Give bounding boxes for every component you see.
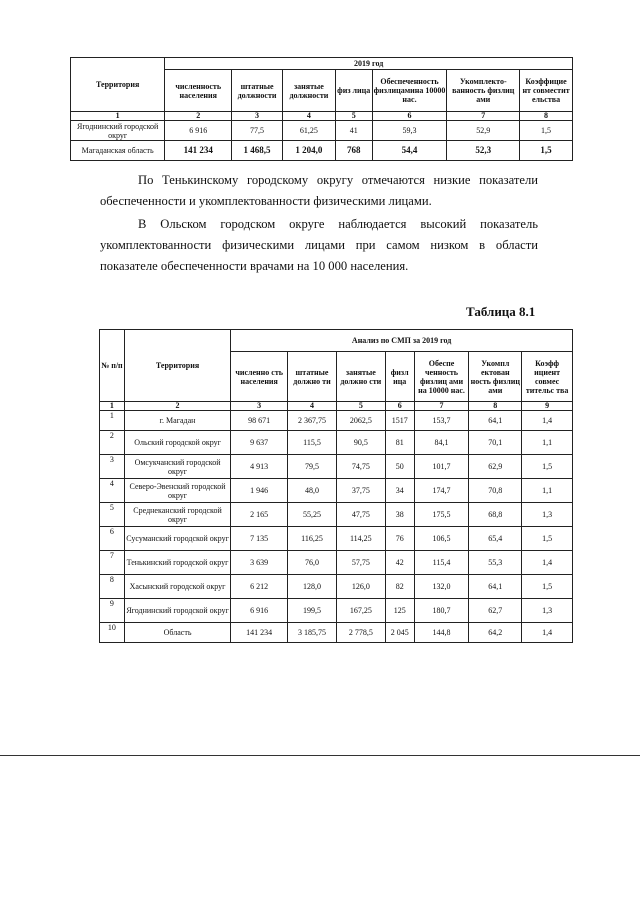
value-cell: 1,5 [520,141,573,161]
value-cell: 167,25 [336,599,385,623]
column-index: 2 [124,402,230,411]
row-number: 7 [100,551,125,575]
value-cell: 84,1 [414,431,469,455]
value-cell: 1,4 [522,623,573,643]
value-cell: 1,3 [522,599,573,623]
table-row [100,599,573,623]
table-row [100,623,573,643]
value-cell: 141 234 [165,141,232,161]
territory-cell: Тенькинский городской округ [124,551,230,575]
column-header: Укомпл ектован ность физлиц ами [469,352,522,402]
value-cell: 1 946 [231,479,288,503]
value-cell: 38 [385,503,414,527]
territory-cell: Магаданская область [71,141,165,161]
value-cell: 1,1 [522,479,573,503]
territory-cell: Среднеканский городской округ [124,503,230,527]
value-cell: 115,4 [414,551,469,575]
value-cell: 70,8 [469,479,522,503]
value-cell: 1,5 [522,455,573,479]
value-cell: 70,1 [469,431,522,455]
column-header: численно сть населения [231,352,288,402]
territory-cell: Ягоднинский городской округ [124,599,230,623]
column-header: Укомплекто-ванность физлиц ами [447,70,520,112]
value-cell: 77,5 [232,121,283,141]
row-number: 4 [100,479,125,503]
value-cell: 144,8 [414,623,469,643]
value-cell: 7 135 [231,527,288,551]
row-number: 1 [100,411,125,431]
column-index: 7 [447,112,520,121]
value-cell: 1 468,5 [232,141,283,161]
value-cell: 180,7 [414,599,469,623]
value-cell: 64,1 [469,575,522,599]
paragraph-tenkinsky: По Тенькинскому городскому округу отмечаются низкие показатели обеспеченности и укомплектованности физическими лицами. [100,173,538,208]
table-row [71,121,573,141]
value-cell: 52,3 [447,141,520,161]
column-header: занятые должно сти [336,352,385,402]
row-number: 9 [100,599,125,623]
value-cell: 64,2 [469,623,522,643]
column-header: Обеспе ченность физлиц ами на 10000 нас. [414,352,469,402]
column-header: Коэфф ициент совмес тительс тва [522,352,573,402]
value-cell: 4 913 [231,455,288,479]
value-cell: 125 [385,599,414,623]
column-index: 6 [385,402,414,411]
value-cell: 116,25 [288,527,337,551]
value-cell: 90,5 [336,431,385,455]
value-cell: 101,7 [414,455,469,479]
value-cell: 141 234 [231,623,288,643]
column-header: физл ица [385,352,414,402]
value-cell: 62,7 [469,599,522,623]
value-cell: 2062,5 [336,411,385,431]
col-num-header: № п/п [100,330,125,402]
column-index: 5 [336,402,385,411]
column-index: 2 [165,112,232,121]
value-cell: 1,4 [522,411,573,431]
value-cell: 2 045 [385,623,414,643]
page-divider [0,755,640,756]
value-cell: 114,25 [336,527,385,551]
column-index: 8 [520,112,573,121]
table-row [100,411,573,431]
smp-analysis-table [99,329,573,643]
value-cell: 79,5 [288,455,337,479]
value-cell: 34 [385,479,414,503]
value-cell: 174,7 [414,479,469,503]
value-cell: 768 [335,141,372,161]
row-number: 10 [100,623,125,643]
value-cell: 6 916 [231,599,288,623]
column-header: штатные должности [232,70,283,112]
summary-table [70,57,573,161]
value-cell: 128,0 [288,575,337,599]
value-cell: 1,3 [522,503,573,527]
value-cell: 61,25 [282,121,335,141]
year-header: 2019 год [165,58,573,70]
value-cell: 9 637 [231,431,288,455]
value-cell: 126,0 [336,575,385,599]
value-cell: 68,8 [469,503,522,527]
territory-cell: Сусуманский городской округ [124,527,230,551]
territory-cell: Ольский городской округ [124,431,230,455]
value-cell: 3 639 [231,551,288,575]
value-cell: 65,4 [469,527,522,551]
value-cell: 106,5 [414,527,469,551]
column-index: 4 [288,402,337,411]
col-territory-header: Территория [71,58,165,112]
value-cell: 81 [385,431,414,455]
table-row [100,431,573,455]
column-index: 6 [372,112,447,121]
column-index: 8 [469,402,522,411]
value-cell: 41 [335,121,372,141]
value-cell: 76,0 [288,551,337,575]
value-cell: 76 [385,527,414,551]
territory-cell: Северо-Эвенский городской округ [124,479,230,503]
table-row [100,575,573,599]
column-index: 3 [232,112,283,121]
row-number: 5 [100,503,125,527]
row-number: 2 [100,431,125,455]
territory-cell: г. Магадан [124,411,230,431]
value-cell: 98 671 [231,411,288,431]
value-cell: 47,75 [336,503,385,527]
value-cell: 48,0 [288,479,337,503]
paragraph-olsky: В Ольском городском округе наблюдается высокий показатель укомплектованности физическими лицами при самом низком в области показателе обеспеченности врачами на 10 000 населения. [100,217,538,273]
group-header: Анализ по СМП за 2019 год [231,330,573,352]
column-index: 1 [71,112,165,121]
value-cell: 1517 [385,411,414,431]
row-number: 3 [100,455,125,479]
row-number: 6 [100,527,125,551]
column-header: физ лица [335,70,372,112]
value-cell: 153,7 [414,411,469,431]
value-cell: 175,5 [414,503,469,527]
table-row [100,527,573,551]
value-cell: 2 367,75 [288,411,337,431]
column-header: штатные должно ти [288,352,337,402]
value-cell: 1,5 [522,575,573,599]
column-index: 7 [414,402,469,411]
territory-cell: Ягоднинский городской округ [71,121,165,141]
table-caption: Таблица 8.1 [466,304,536,319]
territory-cell: Хасынский городской округ [124,575,230,599]
value-cell: 1,5 [522,527,573,551]
value-cell: 6 916 [165,121,232,141]
column-index: 4 [282,112,335,121]
value-cell: 64,1 [469,411,522,431]
table-row [100,551,573,575]
value-cell: 199,5 [288,599,337,623]
column-index: 3 [231,402,288,411]
value-cell: 1,4 [522,551,573,575]
table-row [71,141,573,161]
table-row [100,455,573,479]
value-cell: 1,5 [520,121,573,141]
value-cell: 37,75 [336,479,385,503]
value-cell: 54,4 [372,141,447,161]
territory-cell: Область [124,623,230,643]
value-cell: 55,3 [469,551,522,575]
value-cell: 2 165 [231,503,288,527]
column-header: Коэффицие нт совместит ельства [520,70,573,112]
column-index: 9 [522,402,573,411]
table-row [100,479,573,503]
table-row [100,503,573,527]
value-cell: 50 [385,455,414,479]
value-cell: 59,3 [372,121,447,141]
value-cell: 82 [385,575,414,599]
column-header: занятые должности [282,70,335,112]
value-cell: 3 185,75 [288,623,337,643]
col-territory-header: Территория [124,330,230,402]
value-cell: 52,9 [447,121,520,141]
column-header: Обеспеченность физлицамина 10000 нас. [372,70,447,112]
column-index: 5 [335,112,372,121]
value-cell: 2 778,5 [336,623,385,643]
value-cell: 62,9 [469,455,522,479]
row-number: 8 [100,575,125,599]
value-cell: 115,5 [288,431,337,455]
value-cell: 132,0 [414,575,469,599]
value-cell: 57,75 [336,551,385,575]
value-cell: 55,25 [288,503,337,527]
column-header: численность населения [165,70,232,112]
value-cell: 1 204,0 [282,141,335,161]
value-cell: 74,75 [336,455,385,479]
territory-cell: Омсукчанский городской округ [124,455,230,479]
value-cell: 1,1 [522,431,573,455]
value-cell: 6 212 [231,575,288,599]
column-index: 1 [100,402,125,411]
value-cell: 42 [385,551,414,575]
